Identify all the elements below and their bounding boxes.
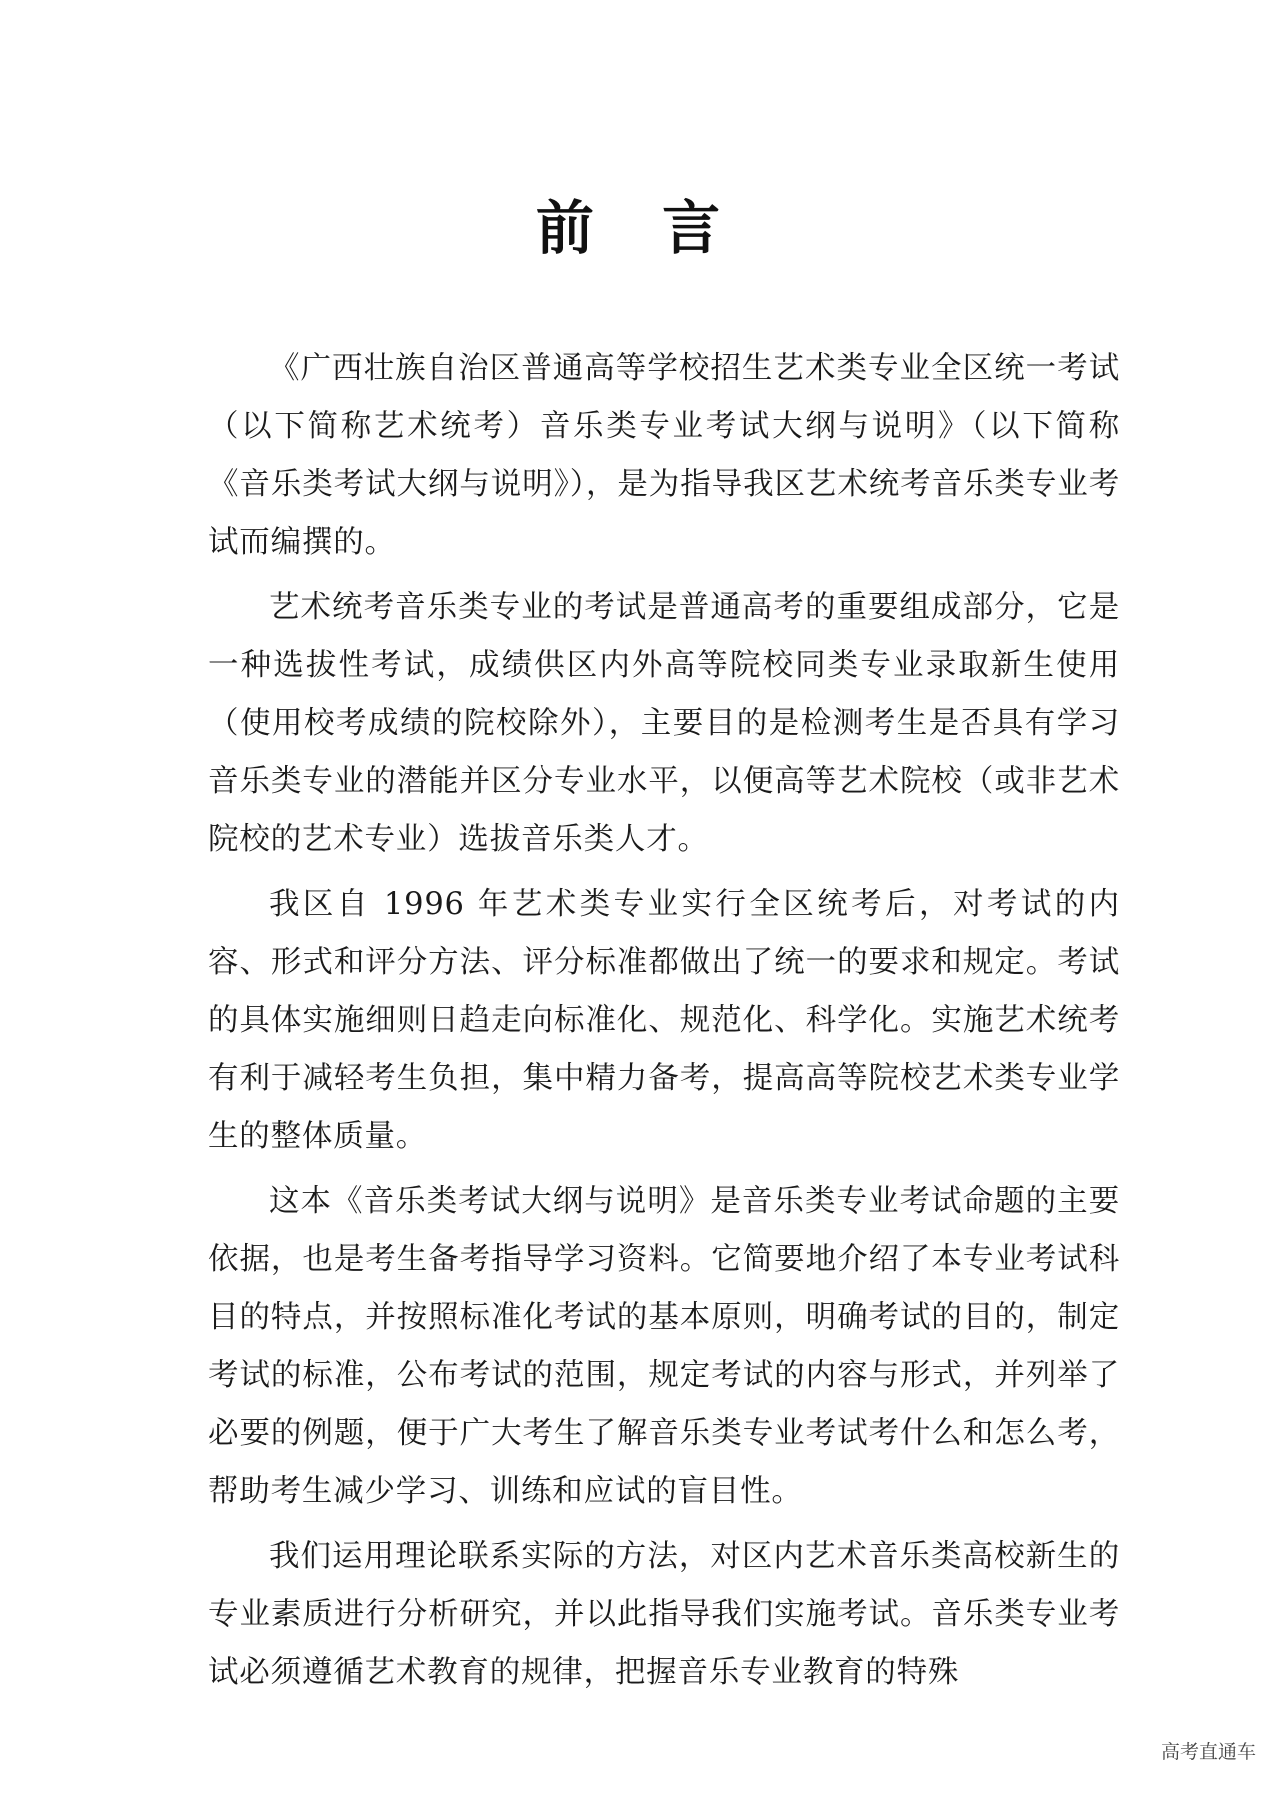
paragraph: 我们运用理论联系实际的方法，对区内艺术音乐类高校新生的专业素质进行分析研究，并以此指导我们实施考试。音乐类专业考试必须遵循艺术教育的规律，把握音乐专业教育的特殊 [208,1539,1120,1690]
paragraph: 这本《音乐类考试大纲与说明》是音乐类专业考试命题的主要依据，也是考生备考指导学习资料。它简要地介绍了本专业考试科目的特点，并按照标准化考试的基本原则，明确考试的目的，制定考试的标准，公布考试的范围，规定考试的内容与形式，并列举了必要的例题，便于广大考生了解音乐类专业考试考什么和怎么考，帮助考生减少学习、训练和应试的盲目性。 [208,1184,1120,1509]
watermark: 高考直通车 [1160,1741,1256,1763]
paragraph: 我区自 1996 年艺术类专业实行全区统考后，对考试的内容、形式和评分方法、评分标准都做出了统一的要求和规定。考试的具体实施细则日趋走向标准化、规范化、科学化。实施艺术统考有利于减轻考生负担，集中精力备考，提高高等院校艺术类专业学生的整体质量。 [208,887,1120,1154]
preface-body [208,340,1120,1709]
paragraph: 《广西壮族自治区普通高等学校招生艺术类专业全区统一考试（以下简称艺术统考）音乐类专业考试大纲与说明》（以下简称《音乐类考试大纲与说明》），是为指导我区艺术统考音乐类专业考试而编撰的。 [208,351,1120,560]
page-title: 前 言 [535,194,745,262]
paragraph: 艺术统考音乐类专业的考试是普通高考的重要组成部分，它是一种选拔性考试，成绩供区内外高等院校同类专业录取新生使用（使用校考成绩的院校除外），主要目的是检测考生是否具有学习音乐类专业的潜能并区分专业水平，以便高等艺术院校（或非艺术院校的艺术专业）选拔音乐类人才。 [208,590,1120,857]
